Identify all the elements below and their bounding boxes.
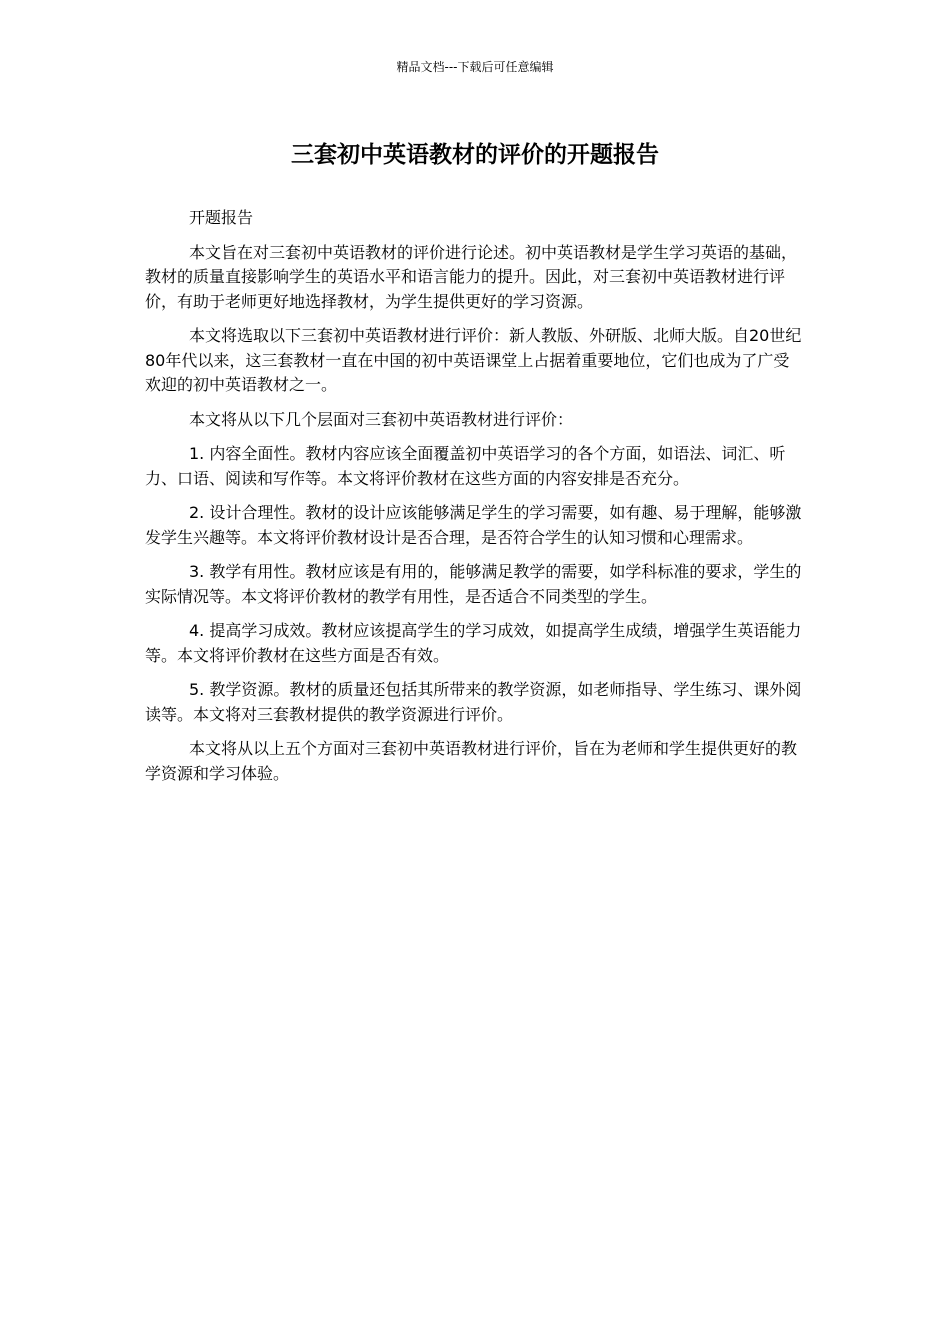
- list-item-paragraph: 4. 提高学习成效。教材应该提高学生的学习成效，如提高学生成绩，增强学生英语能力等。本文将评价教材在这些方面是否有效。: [145, 621, 802, 665]
- paragraph: 本文旨在对三套初中英语教材的评价进行论述。初中英语教材是学生学习英语的基础，教材的质量直接影响学生的英语水平和语言能力的提升。因此，对三套初中英语教材进行评价，有助于老师更好地选择教材，为学生提供更好的学习资源。: [145, 242, 798, 311]
- list-item-paragraph: 1. 内容全面性。教材内容应该全面覆盖初中英语学习的各个方面，如语法、词汇、听力、口语、阅读和写作等。本文将评价教材在这些方面的内容安排是否充分。: [145, 444, 786, 488]
- paragraph: 本文将选取以下三套初中英语教材进行评价：新人教版、外研版、北师大版。自20世纪80年代以来，这三套教材一直在中国的初中英语课堂上占据着重要地位，它们也成为了广受欢迎的初中英语教材之一。: [145, 326, 802, 394]
- list-item-paragraph: 3. 教学有用性。教材应该是有用的，能够满足教学的需要，如学科标准的要求，学生的实际情况等。本文将评价教材的教学有用性，是否适合不同类型的学生。: [145, 562, 802, 606]
- paragraph: 本文将从以上五个方面对三套初中英语教材进行评价，旨在为老师和学生提供更好的教学资源和学习体验。: [145, 739, 798, 783]
- list-item-paragraph: 5. 教学资源。教材的质量还包括其所带来的教学资源，如老师指导、学生练习、课外阅读等。本文将对三套教材提供的教学资源进行评价。: [145, 680, 802, 724]
- paragraph-heading: 开题报告: [189, 208, 254, 227]
- document-title: 三套初中英语教材的评价的开题报告: [291, 142, 659, 168]
- list-item-paragraph: 2. 设计合理性。教材的设计应该能够满足学生的学习需要，如有趣、易于理解，能够激发学生兴趣等。本文将评价教材设计是否合理，是否符合学生的认知习惯和心理需求。: [145, 503, 802, 547]
- header-note: 精品文档---下载后可任意编辑: [396, 60, 554, 74]
- document-body: [145, 206, 805, 796]
- paragraph: 本文将从以下几个层面对三套初中英语教材进行评价：: [189, 409, 574, 429]
